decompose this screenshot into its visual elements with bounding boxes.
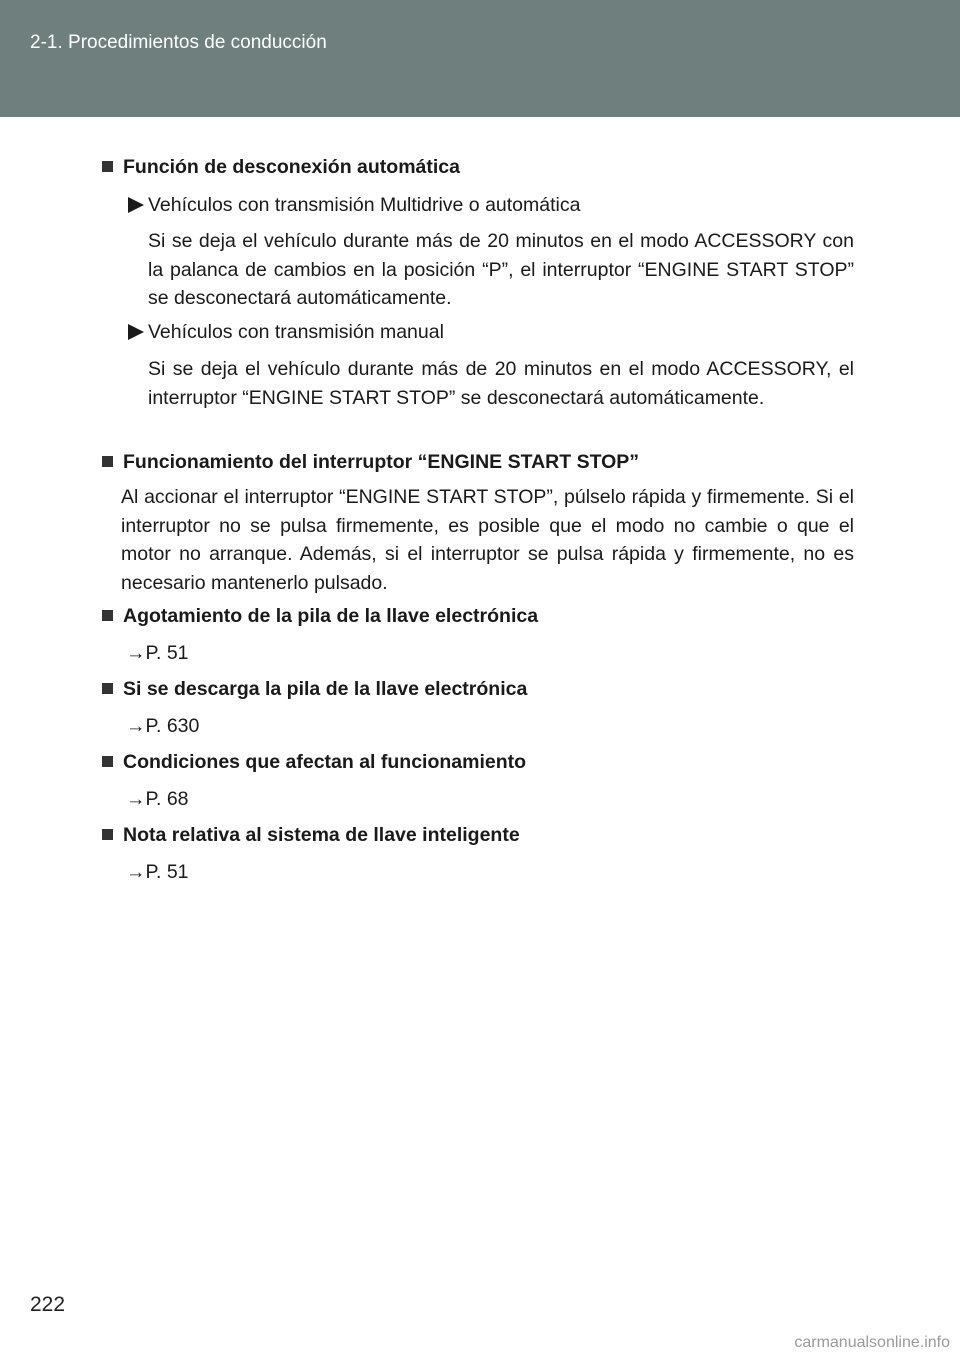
subsection-label-text: Vehículos con transmisión Multidrive o automática: [148, 194, 581, 216]
subsection-paragraph: Si se deja el vehículo durante más de 20 minutos en el modo ACCESSORY, el interruptor “ENGINE START STOP” se desconectará automáticamente.: [148, 358, 854, 409]
heading-text: Nota relativa al sistema de llave inteligente: [123, 824, 520, 846]
square-bullet-icon: [102, 756, 113, 767]
page-reference[interactable]: →P. 51: [126, 861, 189, 883]
section-heading: [102, 156, 460, 179]
subsection-label: [128, 194, 580, 217]
subsection-label: [128, 321, 444, 344]
triangle-bullet-icon: [128, 324, 144, 340]
square-bullet-icon: [102, 829, 113, 840]
heading-text: Funcionamiento del interruptor “ENGINE START STOP”: [123, 451, 640, 473]
watermark: carmanualsonline.info: [794, 1334, 950, 1351]
square-bullet-icon: [102, 610, 113, 621]
square-bullet-icon: [102, 683, 113, 694]
heading-text: Agotamiento de la pila de la llave electrónica: [123, 605, 539, 627]
page-reference[interactable]: →P. 630: [126, 715, 200, 737]
section-title: 2-1. Procedimientos de conducción: [30, 32, 327, 53]
subsection-paragraph: Si se deja el vehículo durante más de 20 minutos en el modo ACCESSORY con la palanca de cambios en la posición “P”, el interruptor “ENGINE START STOP” se desconectará automáticamente.: [148, 230, 854, 309]
section-heading: [102, 678, 527, 701]
section-paragraph: Al accionar el interruptor “ENGINE START STOP”, púlselo rápida y firmemente. Si el interruptor no se pulsa firmemente, es posible que el modo no cambie o que el motor no arranque. Además, si el interruptor se pulsa rápida y firmemente, no es necesario mantenerlo pulsado.: [121, 486, 854, 594]
section-heading: [102, 824, 520, 847]
section-heading: [102, 605, 538, 628]
subsection-label-text: Vehículos con transmisión manual: [148, 321, 444, 343]
page-header: [0, 0, 960, 117]
section-heading: [102, 751, 526, 774]
square-bullet-icon: [102, 456, 113, 467]
heading-text: Función de desconexión automática: [123, 156, 460, 178]
heading-text: Si se descarga la pila de la llave electrónica: [123, 678, 528, 700]
heading-text: Condiciones que afectan al funcionamiento: [123, 751, 527, 773]
square-bullet-icon: [102, 161, 113, 172]
triangle-bullet-icon: [128, 197, 144, 213]
page-number: 222: [30, 1293, 66, 1316]
page-reference[interactable]: →P. 68: [126, 788, 189, 810]
section-heading: [102, 451, 639, 474]
page-reference[interactable]: →P. 51: [126, 642, 189, 664]
